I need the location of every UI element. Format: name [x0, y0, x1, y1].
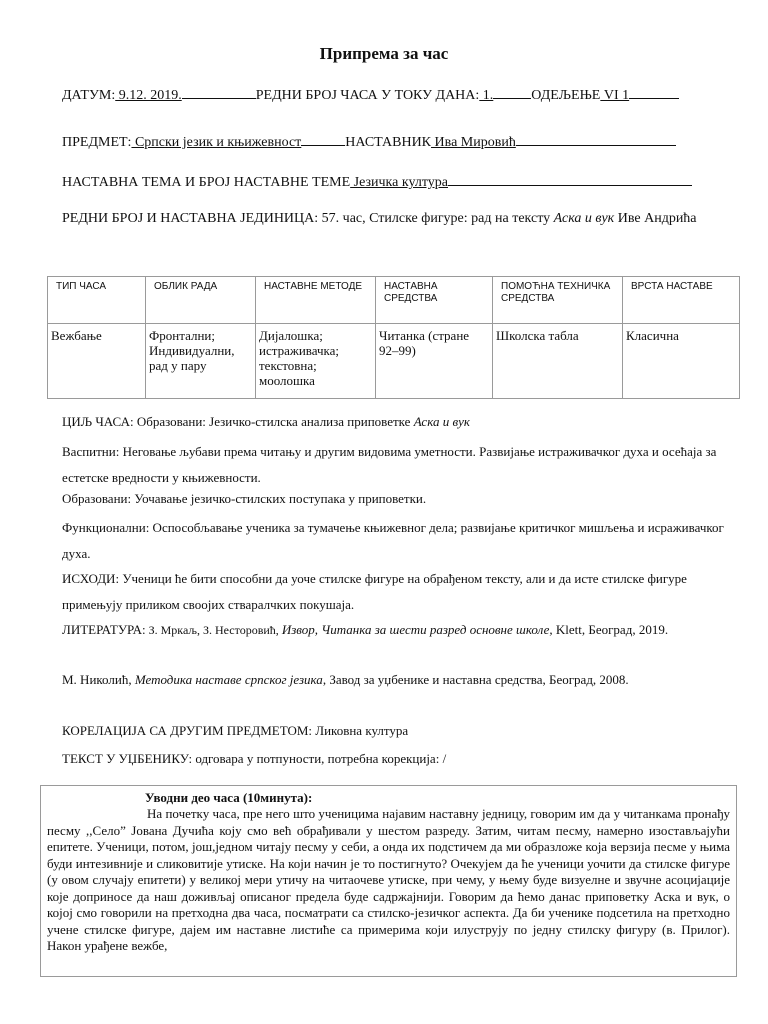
- table-cell: Фронтални; Индивидуални, рад у пару: [146, 324, 256, 399]
- teacher-value: Ива Мировић: [431, 135, 516, 150]
- literature-title: Извор, Читанка за шести разред основне школе,: [281, 622, 553, 637]
- class-underline: [629, 84, 679, 99]
- unit-work-title: Аска и вук: [553, 211, 615, 226]
- correlation-label: КОРЕЛАЦИЈА СА ДРУГИМ ПРЕДМЕТОМ:: [62, 723, 313, 738]
- correlation: [62, 722, 742, 740]
- unit-label: РЕДНИ БРОЈ И НАСТАВНА ЈЕДИНИЦА:: [62, 211, 319, 226]
- table-cell: Читанка (стране 92‒99): [376, 324, 493, 399]
- intro-title: Уводни део часа (10минута):: [145, 790, 313, 805]
- table-header-row: [48, 277, 740, 324]
- intro-section: [40, 785, 737, 977]
- date-label: ДАТУМ:: [62, 88, 116, 103]
- unit-value: 57. час, Стилске фигуре: рад на тексту: [318, 211, 554, 226]
- literature2-author: М. Николић,: [62, 672, 135, 687]
- literature2-publisher: , Завод за уџбенике и наставна средства, Београд, 2008.: [322, 672, 629, 687]
- lesson-goal: [62, 413, 742, 431]
- table-header-cell: ТИП ЧАСА: [48, 277, 146, 324]
- intro-body: На почетку часа, пре него што ученицима најавим наставну једницу, говорим им да у читанкама пронађу песму ,,Село” Јована Дучића коју смо већ обрађивали у шестом разреду. Затим, читам песму, намерно изостављајући епитете. Ученици, потом, још,једном читају песму у себи, а онда их подстичем да ми образложе која верзија песме у њима буди интезивније и сликовитије утиске. На који начин је то постигнуто? Очекујем да ће ученици уочити да стилске фигуре (у овом случају епитети) у великој мери утичу на читаочеве утиске, при чему, у њему буде визуелне и звучне асоцијације које доприносе да наш доживљај описаног предела буде садржајнији. Говорим да ћемо данас приповетку Аска и вук, о којој смо говорили на претходна два часа, посматрати са стилско-језичког аспекта. Да би ученике подсетила на претходно учене стилске фигуре, дајем им наставне листиће са примерима који илуструју по једну стилску фигуру (в. Прилог). Након урађене вежбе,: [47, 806, 730, 953]
- functional-goal: Функционални: Оспособљавање ученика за тумачење књижевног дела; развијање критичког мишљења и исраживачког духа.: [62, 520, 724, 561]
- goal-text: Образовани: Језичко-стилска анализа приповетке: [133, 414, 414, 429]
- textbook-text: [62, 750, 742, 768]
- formal-goal: Образовани: Уочавање језичко-стилских поступака у приповетки.: [62, 491, 427, 506]
- header-row-date: [62, 84, 679, 104]
- table-cell: Дијалошка; истраживачка; текстовна; моолошка: [256, 324, 376, 399]
- subject-label: ПРЕДМЕТ:: [62, 135, 132, 150]
- literature: [62, 617, 742, 643]
- subject-value: Српски језик и књижевност: [131, 135, 302, 150]
- lesson-number-value: 1.: [479, 88, 494, 103]
- subject-underline: [301, 131, 345, 146]
- header-row-subject: [62, 131, 676, 151]
- class-value: VI 1: [600, 88, 630, 103]
- topic-value: Језичка култура: [350, 175, 448, 190]
- table-cell: Класична: [623, 324, 740, 399]
- date-underline: [182, 84, 256, 99]
- header-row-topic: [62, 171, 692, 191]
- correlation-value: Ликовна култура: [312, 723, 409, 738]
- outcomes-label: ИСХОДИ:: [62, 571, 120, 586]
- textbook-value: одговара у потпуности, потребна корекција: /: [192, 751, 447, 766]
- outcomes-text: Ученици ће бити способни да уоче стилске фигуре на обрађеном тексту, али и да исте стилске фигуре примењују приликом своојих стваралчких покушаја.: [62, 571, 687, 612]
- outcomes: [62, 566, 742, 618]
- table-header-cell: НАСТАВНЕ МЕТОДЕ: [256, 277, 376, 324]
- lesson-type-table: [47, 276, 740, 399]
- literature-authors: З. Мркаљ, З. Несторовић,: [145, 623, 282, 637]
- table-cell: Вежбање: [48, 324, 146, 399]
- table-header-cell: ОБЛИК РАДА: [146, 277, 256, 324]
- educational-goal: Васпитни: Неговање љубави према читању и другим видовима уметности. Развијање истраживачког духа и осећаја за естетске вредности у књижевности.: [62, 444, 717, 485]
- goal-label: ЦИЉ ЧАСА:: [62, 414, 134, 429]
- literature-second: [62, 667, 742, 693]
- unit-author: Иве Андрића: [614, 211, 697, 226]
- table-cell: Школска табла: [493, 324, 623, 399]
- date-value: 9.12. 2019.: [115, 88, 182, 103]
- teacher-underline: [516, 131, 676, 146]
- table-row: [48, 324, 740, 399]
- table-header-cell: НАСТАВНА СРЕДСТВА: [376, 277, 493, 324]
- table-header-cell: ВРСТА НАСТАВЕ: [623, 277, 740, 324]
- lesson-number-label: РЕДНИ БРОЈ ЧАСА У ТОКУ ДАНА:: [255, 88, 480, 103]
- page-title: Припрема за час: [319, 44, 449, 63]
- topic-underline: [448, 171, 692, 186]
- lesson-number-underline: [493, 84, 531, 99]
- table-header-cell: ПОМОЋНА ТЕХНИЧКА СРЕДСТВА: [493, 277, 623, 324]
- class-label: ОДЕЉЕЊЕ: [531, 88, 601, 103]
- lesson-unit: [62, 209, 732, 228]
- literature-label: ЛИТЕРАТУРА:: [62, 622, 146, 637]
- teacher-label: НАСТАВНИК: [345, 135, 432, 150]
- literature-publisher: Klett, Београд, 2019.: [552, 622, 669, 637]
- topic-label: НАСТАВНА ТЕМА И БРОЈ НАСТАВНЕ ТЕМЕ: [62, 175, 351, 190]
- literature2-title: Методика наставе српског језика: [134, 672, 323, 687]
- textbook-label: ТЕКСТ У УЏБЕНИКУ:: [62, 751, 193, 766]
- goal-work-title: Аска и вук: [413, 414, 470, 429]
